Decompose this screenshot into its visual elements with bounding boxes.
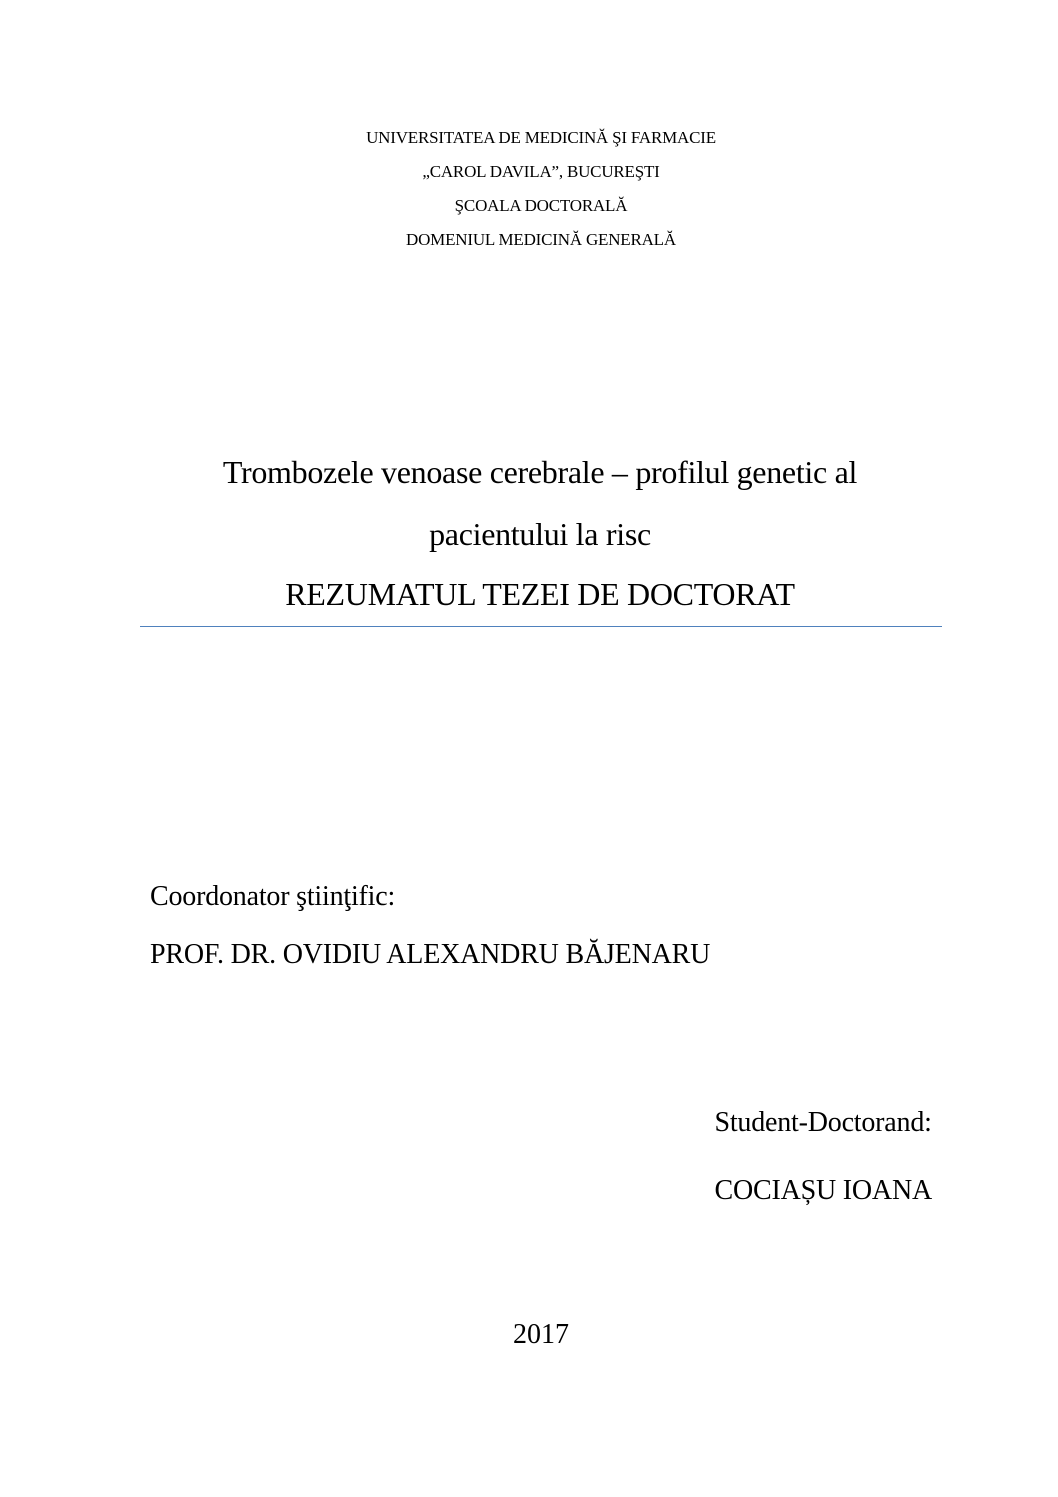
student-block [714, 1089, 932, 1225]
domain-name: DOMENIUL MEDICINĂ GENERALĂ [406, 230, 676, 249]
thesis-title-line-2: pacientului la risc [429, 516, 651, 552]
institution-header [0, 121, 1058, 257]
student-name: COCIAȘU IOANA [714, 1175, 932, 1206]
student-label: Student-Doctorand: [714, 1107, 932, 1138]
year: 2017 [513, 1319, 569, 1350]
university-name: UNIVERSITATEA DE MEDICINĂ ŞI FARMACIE [366, 128, 716, 147]
thesis-title-block [140, 441, 940, 623]
thesis-title-line-1: Trombozele venoase cerebrale – profilul genetic al [222, 454, 858, 490]
coordinator-block [150, 868, 710, 984]
university-subname: „CAROL DAVILA”, BUCUREŞTI [422, 162, 660, 181]
coordinator-name: PROF. DR. OVIDIU ALEXANDRU BĂJENARU [150, 939, 711, 970]
doctoral-school: ŞCOALA DOCTORALĂ [454, 196, 628, 215]
thesis-subtitle: REZUMATUL TEZEI DE DOCTORAT [285, 576, 795, 612]
title-divider [140, 626, 942, 627]
coordinator-label: Coordonator ştiinţific: [150, 881, 396, 912]
